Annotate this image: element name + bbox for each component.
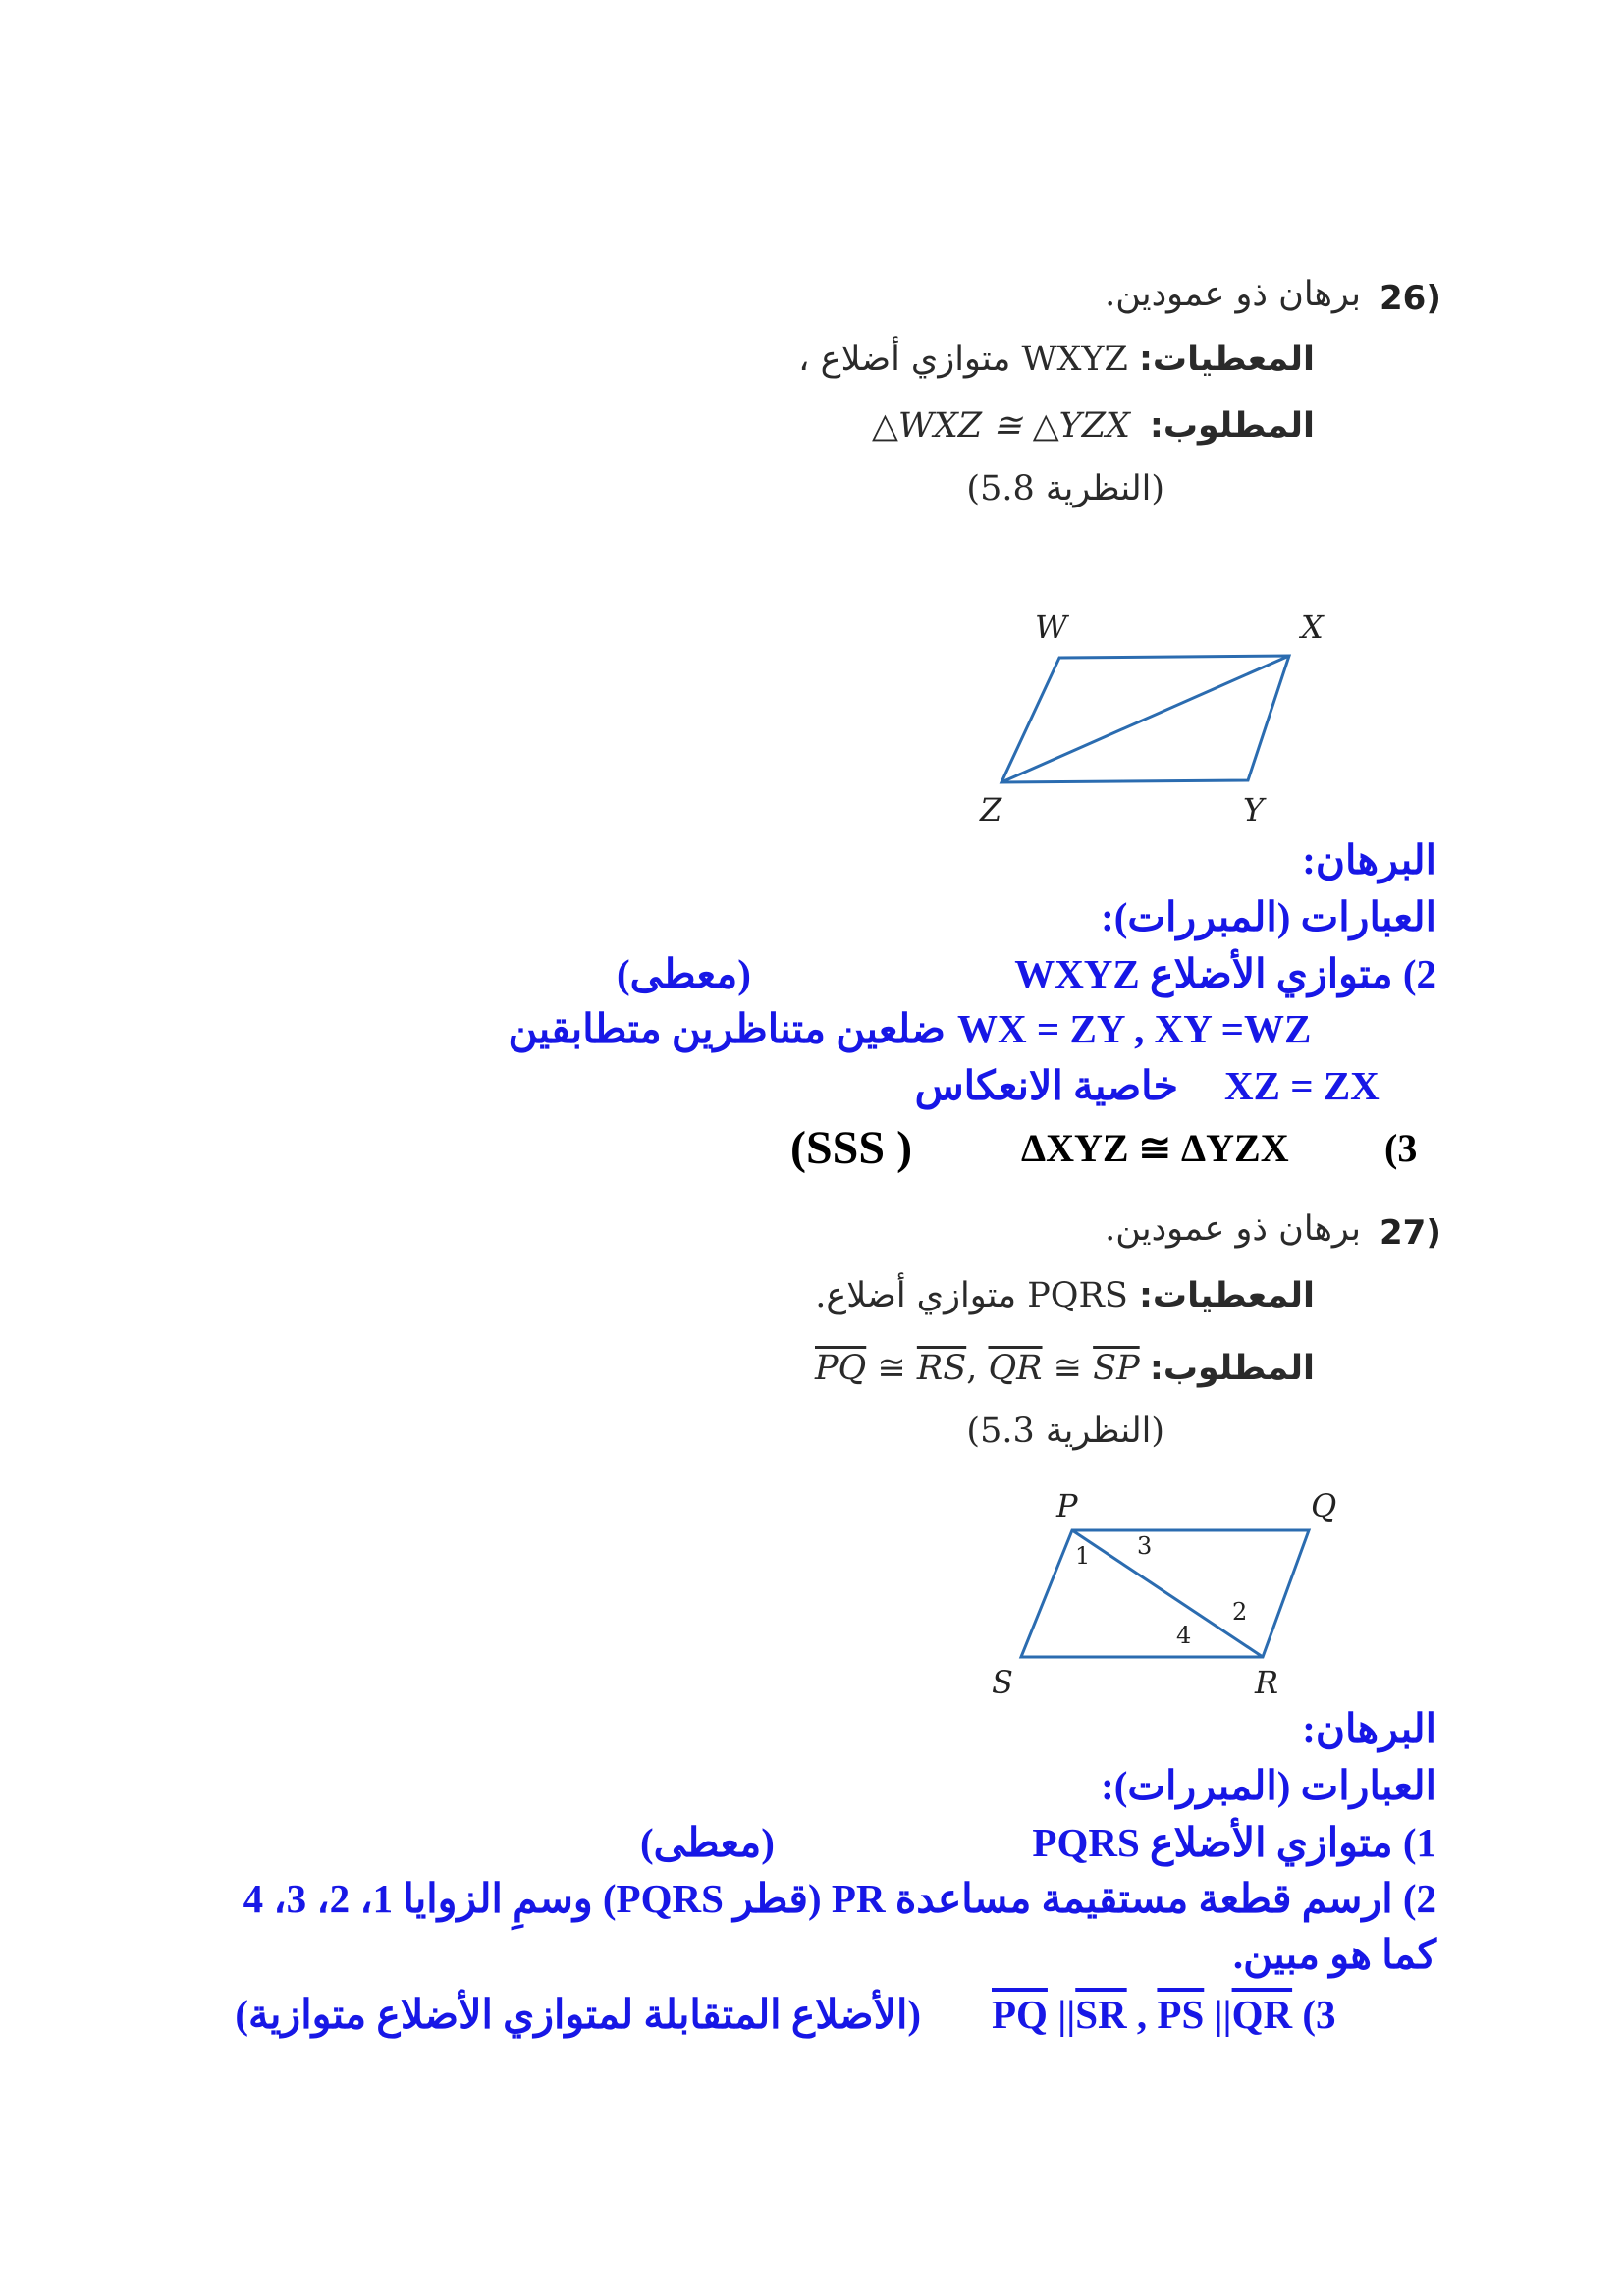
vertex-label-q: Q — [1311, 1487, 1337, 1524]
prove-line-27 — [815, 1349, 1140, 1388]
vertex-label-w: W — [1035, 609, 1067, 646]
given-label: المعطيات: — [1138, 1276, 1315, 1315]
parallel-symbol: || — [1214, 1992, 1232, 2037]
segment-pq: $\overline{PQ}$ — [992, 1992, 1048, 2037]
parallelogram-figure-26 — [962, 589, 1355, 834]
step3-triangle-congruence: ΔXYZ ≅ ΔYZX — [1021, 1126, 1289, 1170]
vertex-label-y: Y — [1243, 791, 1265, 828]
angle-label-1: 1 — [1075, 1542, 1091, 1570]
angle-label-4: 4 — [1176, 1622, 1192, 1649]
given-label: المعطيات: — [1138, 340, 1315, 379]
sides-congruent-reason: ضلعين متناظرين متطابقين — [508, 1006, 946, 1051]
step2-reason-26: (معطى) — [617, 951, 751, 996]
step3-statement-27 — [992, 1991, 1336, 2038]
given-line-26 — [798, 340, 1315, 379]
angle-label-3: 3 — [1137, 1532, 1153, 1560]
given-text: WXYZ متوازي أضلاع ، — [798, 340, 1128, 379]
given-text: PQRS متوازي أضلاع. — [815, 1276, 1128, 1315]
congruent-symbol: ≅ — [877, 1349, 906, 1388]
vertex-label-p: P — [1056, 1487, 1078, 1524]
step2-statement-27: 2) ارسم قطعة مستقيمة مساعدة PR (قطر PQRS) وسمِ الزوايا 1، 2، 3، 4 — [243, 1876, 1436, 1921]
step3-reason-27: (الأضلاع المتقابلة لمتوازي الأضلاع متوازية) — [235, 1992, 921, 2037]
diagonal-xz — [1001, 656, 1289, 782]
vertex-label-s: S — [992, 1664, 1013, 1701]
prove-segment-rs: $\overline{RS}$ — [916, 1349, 967, 1388]
prove-label: المطلوب: — [1149, 1349, 1315, 1388]
step1-statement-27: 1) متوازي الأضلاع PQRS — [1032, 1820, 1436, 1865]
segment-ps: $\overline{PS}$ — [1157, 1992, 1205, 2037]
vertex-label-z: Z — [980, 791, 1002, 828]
step3-reason-sss: (SSS ) — [790, 1122, 913, 1174]
theorem-ref-26: (النظرية 5.8) — [966, 469, 1164, 508]
proof-heading-26: البرهان: — [1302, 837, 1436, 882]
step1-reason-27: (معطى) — [640, 1820, 775, 1865]
theorem-ref-27: (النظرية 5.3) — [966, 1412, 1164, 1451]
congruent-symbol: ≅ — [1053, 1349, 1082, 1388]
given-line-27 — [815, 1276, 1315, 1315]
prove-segment-pq: $\overline{PQ}$ — [815, 1349, 867, 1388]
prove-segment-sp: $\overline{SP}$ — [1093, 1349, 1140, 1388]
segment-qr: $\overline{QR}$ — [1231, 1992, 1293, 2037]
prove-segment-qr: $\overline{QR}$ — [988, 1349, 1043, 1388]
segment-sr: $\overline{SR}$ — [1075, 1992, 1127, 2037]
statements-heading-26: العبارات (المبررات): — [1101, 894, 1436, 939]
diagonal-pr — [1072, 1530, 1263, 1657]
prove-statement: △WXZ ≅ △YZX — [872, 406, 1130, 446]
vertex-label-r: R — [1255, 1664, 1279, 1701]
prove-label: المطلوب: — [1149, 406, 1315, 446]
sides-congruent-math: WX = ZY , XY =WZ — [957, 1006, 1312, 1051]
angle-label-2: 2 — [1232, 1598, 1248, 1626]
problem-title-27: برهان ذو عمودين. — [1105, 1209, 1361, 1249]
comma: , — [1136, 1992, 1148, 2037]
prove-line-26 — [872, 406, 1130, 446]
step3-number-27: (3 — [1302, 1992, 1336, 2037]
statements-heading-27: العبارات (المبررات): — [1101, 1763, 1436, 1808]
proof-heading-27: البرهان: — [1302, 1706, 1436, 1751]
step2-statement-26: 2) متوازي الأضلاع WXYZ — [1014, 951, 1436, 996]
reflexive-reason: خاصية الانعكاس — [914, 1063, 1178, 1108]
vertex-label-x: X — [1301, 609, 1324, 646]
parallel-symbol: || — [1057, 1992, 1076, 2037]
reflexive-math: XZ = ZX — [1224, 1063, 1380, 1108]
problem-title-26: برهان ذو عمودين. — [1105, 275, 1361, 314]
step3-number-26: (3 — [1384, 1126, 1418, 1170]
prove-label-26 — [1150, 406, 1315, 446]
problem-number-26: 26) — [1380, 279, 1441, 318]
comma: , — [966, 1349, 978, 1388]
step2-statement-27-continued: كما هو مبين. — [1232, 1932, 1436, 1977]
prove-label-27 — [1150, 1349, 1315, 1388]
problem-number-27: 27) — [1380, 1213, 1441, 1253]
parallelogram-figure-27 — [982, 1472, 1375, 1718]
